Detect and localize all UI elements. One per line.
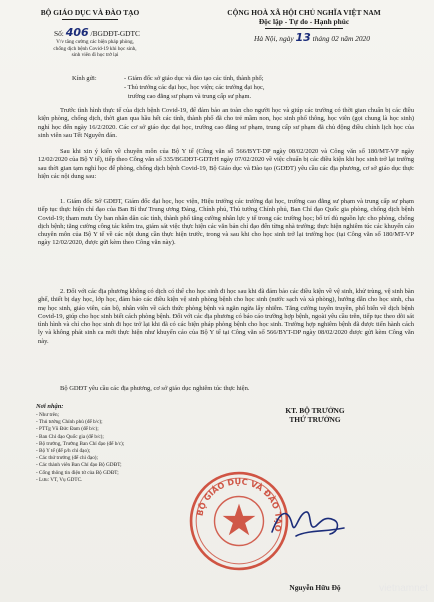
handwritten-signature (268, 502, 348, 544)
recipient-item: - Bộ Y tế (để p/h chỉ đạo); (36, 448, 91, 455)
recipient-item: - Thủ tướng Chính phủ (để b/c); (36, 419, 103, 426)
body-paragraph-5 (38, 385, 414, 393)
paragraph-5-text: Bộ GDĐT yêu cầu các địa phương, cơ sở giáo dục nghiêm túc thực hiện. (60, 385, 250, 392)
body-paragraph-2 (38, 148, 414, 181)
signatory-name: Nguyễn Hữu Độ (289, 583, 341, 592)
addressee-label: Kính gửi: (72, 75, 97, 82)
recipient-item: - Lưu: VT, Vụ GDTC. (36, 476, 83, 483)
recipients-label: Nơi nhận: (36, 403, 64, 410)
number-handwritten: 406 (65, 26, 89, 39)
body-paragraph-3 (38, 198, 414, 248)
recipient-item: - Các thành viên Ban Chỉ đạo Bộ GDĐT; (36, 462, 122, 469)
national-motto: Độc lập - Tự do - Hạnh phúc (258, 17, 350, 26)
date-day-handwritten: 13 (295, 31, 311, 44)
recipient-item: - Bộ trưởng, Trưởng Ban Chỉ đạo (để b/c); (36, 440, 125, 447)
watermark-logo: vietnamnet (379, 583, 428, 594)
document-date (254, 33, 370, 43)
addressee-item-3: trường cao đẳng sư phạm và trung cấp sư phạm. (128, 93, 252, 100)
recipient-item: - Cổng thông tin điện tử của Bộ GDĐT; (36, 469, 119, 476)
recipients-list (36, 412, 124, 484)
paragraph-1-text: Trước tình hình thực tế của dịch bệnh Covid-19, để đảm bảo an toàn cho người học và giúp các trường có thời gian chuẩn bị các điều kiện phòng, chống dịch, thời gian qua hầu hết các tỉnh, thành phố đã cho trẻ mầm non, học sinh phổ thông, học viên (gọi chung là học sinh) nghỉ học đến ngày 16/2/2020. Các cơ sở giáo dục đại học, trường cao đẳng sư phạm, trung cấp sư phạm đã chủ động điều chỉnh lịch học của sinh viên sau Tết Nguyên đán. (38, 107, 414, 139)
subject-line-2: chống dịch bệnh Covid-19 khi học sinh, (53, 45, 137, 52)
number-label: Số: (54, 29, 64, 38)
body-paragraph-1 (38, 107, 414, 140)
country-name: CỘNG HOÀ XÃ HỘI CHỦ NGHĨA VIỆT NAM (227, 8, 381, 17)
signature-title-2: THỨ TRƯỞNG (289, 415, 341, 424)
recipient-item: - Ban Chỉ đạo Quốc gia (để b/c); (36, 433, 104, 440)
date-suffix: tháng 02 năm 2020 (312, 34, 370, 43)
stamp-text: BỘ GIÁO DỤC VÀ ĐÀO TẠO (194, 476, 284, 533)
paragraph-4-text: 2. Đối với các địa phương không có dịch có thể cho học sinh đi học sau khi đã đảm bảo các điều kiện về vệ sinh, khử trùng, vệ sinh bàn ghế, thiết bị dạy học, lớp học, đảm bảo các điều kiện vệ sinh phòng bệnh cho học sinh (nước sạch và xà phòng), hướng dẫn cho học sinh, cha mẹ học sinh, giáo viên, cán bộ, nhân viên về cách thức phòng bệnh và ngăn ngừa lây nhiễm. Tăng cường tuyên truyền, phổ biến về dịch bệnh Covid-19, giúp cho học sinh biết cách phòng bệnh. Đối với các địa phương có báo cáo trường hợp bệnh, ngoài yêu cầu trên, tiếp tục theo dõi sát tình hình và chỉ cho học sinh đi học trở lại khi đã có các biện pháp phòng bệnh cho học sinh. Trường hợp nghiêm bệnh đã được tiến hành cách ly và không phát sinh ca mới thực hiện như khuyến cáo của Bộ Y tế tại Công văn số 566/BYT-DP ngày 08/02/2020 được gửi kèm Công văn này. (38, 288, 414, 345)
addressee-item-2: - Thủ trưởng các đại học, học viện; các trường đại học, (124, 84, 265, 91)
ministry-name: BỘ GIÁO DỤC VÀ ĐÀO TẠO (40, 8, 140, 17)
date-prefix: Hà Nội, ngày (254, 34, 294, 43)
body-paragraph-4 (38, 288, 414, 346)
addressee-item-1: - Giám đốc sở giáo dục và đào tạo các tỉnh, thành phố; (124, 75, 264, 82)
paragraph-2-text: Sau khi xin ý kiến về chuyên môn của Bộ Y tế (Công văn số 566/BYT-DP ngày 08/02/2020 và Công văn số 180/MT-VP ngày 12/02/2020 của Bộ Y tế), tiếp theo Công văn số 335/BGDĐT-GDTrH ngày 07/02/2020 về việc chuẩn bị các điều kiện khi học sinh trở lại trường sau thời gian tạm nghỉ học để phòng, chống dịch bệnh Covid-19, Bộ Giáo dục và Đào tạo (GDĐT) yêu cầu các địa phương, cơ sở giáo dục thực hiện các nội dung sau: (38, 148, 414, 180)
paragraph-3-text: 1. Giám đốc Sở GDĐT, Giám đốc đại học, học viện, Hiệu trưởng các trường đại học, trường cao đẳng sư phạm và trung cấp sư phạm tiếp tục thực hiện chỉ đạo của Ban Bí thư Trung ương Đảng, Chính phủ, Thủ tướng Chính phủ, Ban Chỉ đạo Quốc gia phòng, chống dịch bệnh Covid-19; tham mưu Ủy ban nhân dân các tỉnh, thành phố tăng cường nhân lực y tế trong các trường học; bố trí đủ nguồn lực cho phòng, chống dịch bệnh; tăng cường công tác kiểm tra, giám sát việc thực hiện các văn bản chỉ đạo đến từng nhà trường; thực hiện nghiêm túc các khuyến cáo chuyên môn của Bộ Y tế về các nội dung cần thực hiện trước, trong và sau khi cho học sinh trở lại trường học (tại Công văn số 180/MT-VP ngày 12/02/2020, được gửi kèm theo Công văn này). (38, 198, 414, 247)
subject-line-3: sinh viên đi học trở lại (71, 52, 119, 58)
recipient-item: - Các thứ trưởng (để chỉ đạo); (36, 455, 98, 462)
recipient-item: - Như trên; (36, 412, 59, 418)
number-suffix: /BGDĐT-GDTC (90, 29, 140, 38)
motto-underline (265, 28, 343, 29)
signature-title-1: KT. BỘ TRƯỞNG (285, 406, 345, 415)
subject-line-1: V/v tăng cường các biện pháp phòng, (56, 39, 134, 45)
document-number (54, 28, 140, 38)
recipient-item: - PTTg Vũ Đức Đam (để b/c); (36, 426, 99, 433)
ministry-underline (62, 19, 118, 20)
